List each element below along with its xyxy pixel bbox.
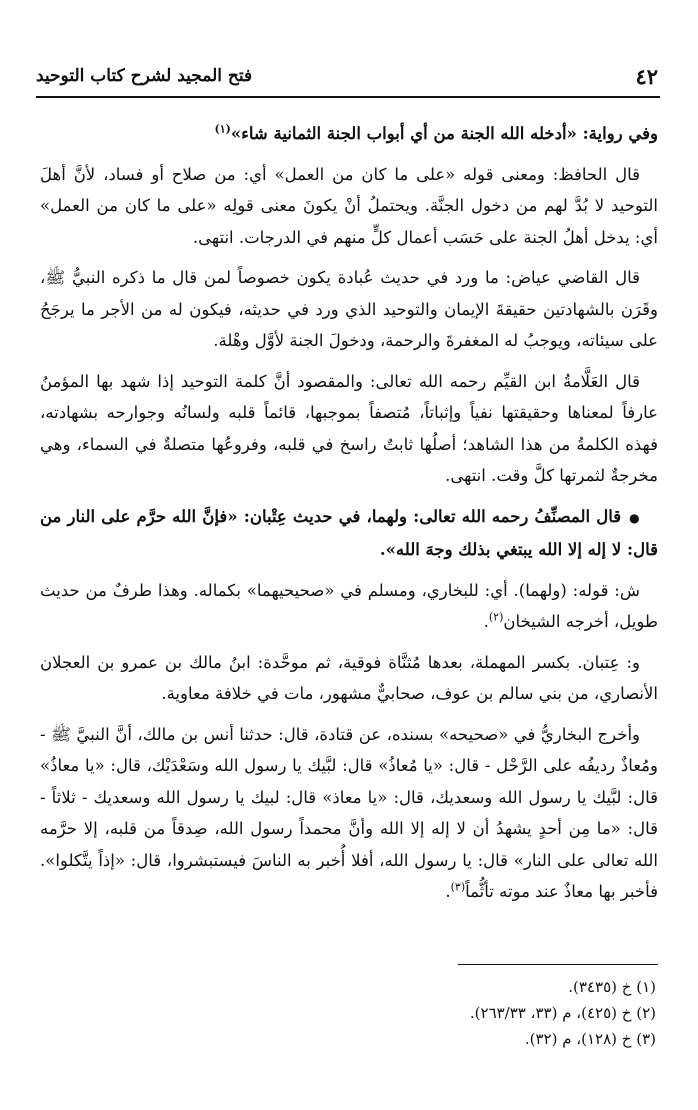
header-rule [36, 96, 660, 98]
footnote-ref: (٢) [488, 610, 504, 624]
paragraph-musannif: ● قال المصنِّفُ رحمه الله تعالى: ولهما، في حديث عِتْبان: «فإنَّ الله حرَّم على النار من قال: لا إله إلا الله يبتغي بذلك وجهَ الله». [40, 501, 658, 566]
main-text [40, 118, 658, 917]
paragraph-riwaya: وفي رواية: «أدخله الله الجنة من أي أبواب الجنة الثمانية شاء»$^{(١)}$ [214, 122, 658, 143]
footnotes [156, 974, 656, 1052]
paragraph-qadi-iyad: قال القاضي عياض: ما ورد في حديث عُبادة يكون خصوصاً لمن قال ما ذكره النبيُّ ﷺ، وقَرَن بالشهادتين حقيقةَ الإيمان والتوحيد الذي ورد في حديثه، فيكون له من الأجر ما يرجَحُ على سيئاته، ويوجبُ له المغفرةَ والرحمة، ودخولَ الجنة لأوَّل وهْلة. [40, 268, 658, 350]
paragraph-itban: و: عِتبان. بكسر المهملة، بعدها مُثنَّاة فوقية، ثم موحَّدة: ابنُ مالك بن عمرو بن العجلان الأنصاري، من بني سالم بن عوف، صحابيٌّ مشهور، مات في خلافة معاوية. [40, 652, 658, 703]
footnote-3: (٣) خ (١٢٨)، م (٣٢). [524, 1030, 656, 1048]
footnote-2: (٢) خ (٤٢٥)، م (٣٣، ٢٦٣/٣٣). [469, 1004, 656, 1022]
paragraph-sharh: ش: قوله: (ولهما). أي: للبخاري، ومسلم في «صحيحيهما» بكماله. وهذا طرفٌ من حديث طويل، أخرجه الشيخان$^{(٢)}$. [40, 580, 658, 631]
paragraph-hafiz: قال الحافظ: ومعنى قوله «على ما كان من العمل» أي: من صلاح أو فساد، لأنَّ أهلَ التوحيد لا بُدَّ لهم من دخول الجنَّة. ويحتملُ أنْ يكونَ معنى قولِه «على ما كان من العمل» أي: يدخل أهلُ الجنة على حَسَب أعمال كلٍّ منهم في الدرجات. انتهى. [40, 164, 658, 247]
paragraph-bukhari: وأخرج البخاريُّ في «صحيحه» بسنده، عن قتادة، قال: حدثنا أنس بن مالك، أنَّ النبيَّ ﷺ - ومُعاذٌ رديفُه على الرَّحْل - قال: «يا مُعاذُ» قال: لبَّيك يا رسول الله وسَعْدَيْك، قال: «يا معاذُ» قال: لبَّيك يا رسول الله وسعديك، قال: «يا معاذ» قال: لبيك يا رسول الله وسعديك - ثلاثاً - قال: «ما مِن أحدٍ يشهدُ أن لا إله إلا الله وأنَّ محمداً رسول الله، صِدقاً من قلبه، إلا حرَّمه الله تعالى على النار» قال: يا رسول الله، أفلا أُخبر به الناسَ فيستبشروا، قال: «إذاً يتَّكلوا». فأخبر بها معاذٌ عند موته تأثُّماً$^{(٣)}$. [40, 724, 658, 901]
footnote-ref: (٣) [450, 880, 466, 894]
footnote-1: (١) خ (٣٤٣٥). [568, 978, 656, 996]
running-title: فتح المجيد لشرح كتاب التوحيد [36, 66, 253, 86]
paragraph-ibn-qayyim: قال العَلَّامةُ ابن القيِّم رحمه الله تعالى: والمقصود أنَّ كلمة التوحيد إذا شهد بها المؤمنُ عارفاً لمعناها وحقيقتها نفياً وإثباتاً، مُتصفاً بموجبها، قائماً قلبه ولسانُه وجوارحه بشهادته، فهذه الكلمةُ من هذا الشاهد؛ أصلُها ثابتٌ راسخ في قلبه، وفروعُها متصلةٌ في السماء، وهي مخرجةٌ لثمرتها كلَّ وقت. انتهى. [40, 371, 658, 485]
footnote-divider [458, 964, 658, 965]
page-header [36, 58, 660, 98]
footnote-ref: (١) [214, 122, 231, 136]
page-number: ٤٢ [635, 64, 658, 89]
